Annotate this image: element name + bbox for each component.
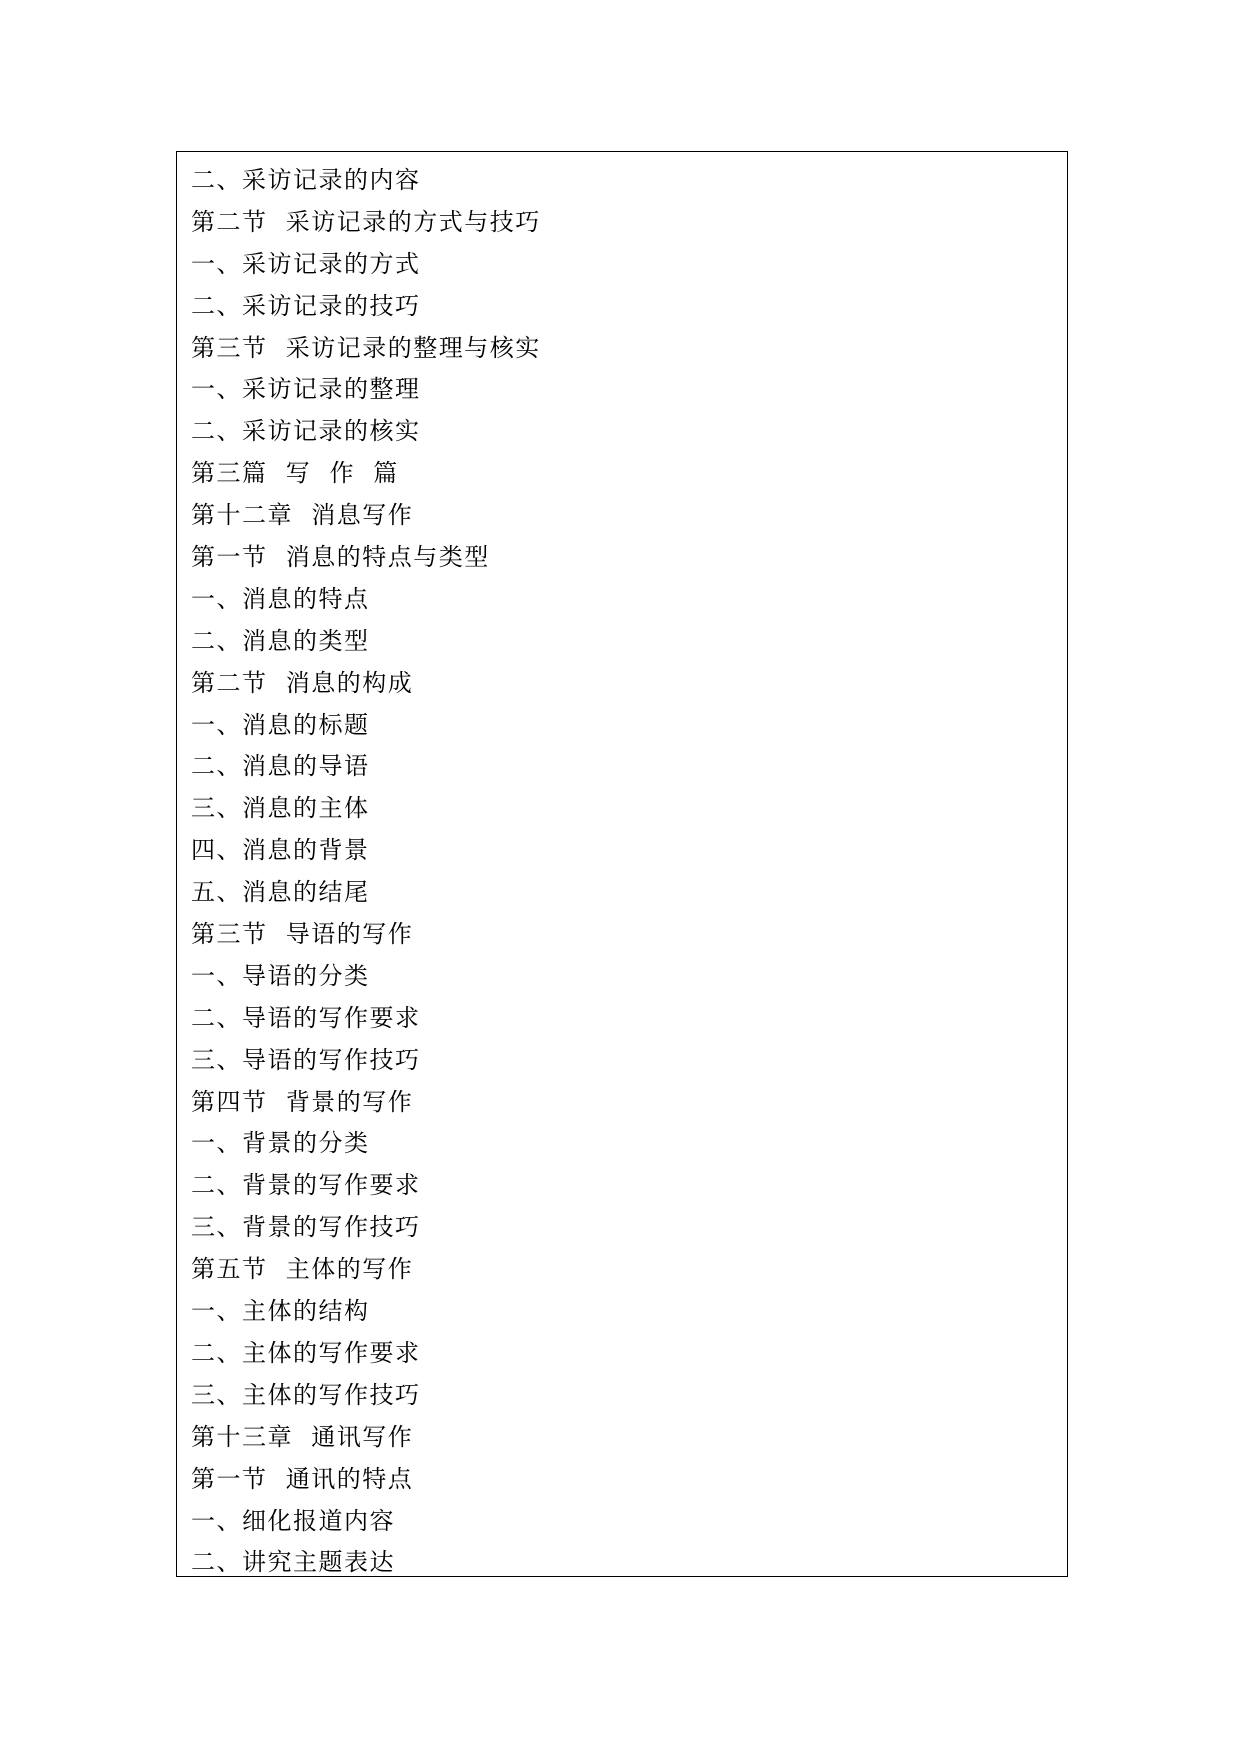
outline-item: 第十二章 消息写作 xyxy=(191,501,414,530)
outline-item: 第十三章 通讯写作 xyxy=(191,1422,414,1451)
outline-item: 三、消息的主体 xyxy=(191,794,370,823)
outline-item: 二、讲究主题表达 xyxy=(191,1548,395,1577)
course-outline-table xyxy=(176,151,1068,1577)
outline-item: 四、消息的背景 xyxy=(191,836,370,865)
outline-item: 三、导语的写作技巧 xyxy=(191,1045,421,1074)
outline-item: 一、消息的特点 xyxy=(191,584,370,613)
outline-item: 二、采访记录的技巧 xyxy=(191,291,421,320)
outline-item: 二、主体的写作要求 xyxy=(191,1338,421,1367)
outline-item: 一、采访记录的方式 xyxy=(191,249,421,278)
outline-item: 一、背景的分类 xyxy=(191,1129,370,1158)
outline-item: 二、导语的写作要求 xyxy=(191,1003,421,1032)
outline-item: 二、采访记录的内容 xyxy=(191,166,421,194)
outline-item: 二、背景的写作要求 xyxy=(191,1171,421,1200)
outline-item: 第三节 导语的写作 xyxy=(191,920,414,949)
outline-item: 第五节 主体的写作 xyxy=(191,1255,414,1284)
outline-item: 第一节 消息的特点与类型 xyxy=(191,543,490,572)
outline-item: 第三节 采访记录的整理与核实 xyxy=(191,333,541,362)
outline-item: 二、消息的导语 xyxy=(191,752,370,781)
outline-item: 二、消息的类型 xyxy=(191,626,370,655)
outline-item: 一、消息的标题 xyxy=(191,710,370,739)
outline-item: 二、采访记录的核实 xyxy=(191,417,421,446)
outline-item: 三、背景的写作技巧 xyxy=(191,1213,421,1242)
outline-item: 一、导语的分类 xyxy=(191,961,370,990)
outline-item: 五、消息的结尾 xyxy=(191,878,370,907)
outline-item: 第二节 采访记录的方式与技巧 xyxy=(191,207,541,236)
outline-list xyxy=(191,160,541,1584)
outline-item: 第二节 消息的构成 xyxy=(191,668,414,697)
outline-item: 第四节 背景的写作 xyxy=(191,1087,414,1116)
outline-item: 第一节 通讯的特点 xyxy=(191,1464,414,1493)
outline-item: 一、细化报道内容 xyxy=(191,1506,395,1535)
outline-item: 一、主体的结构 xyxy=(191,1297,370,1326)
outline-item: 三、主体的写作技巧 xyxy=(191,1380,421,1409)
outline-item: 一、采访记录的整理 xyxy=(191,375,421,404)
outline-item: 第三篇 写 作 篇 xyxy=(191,459,399,488)
